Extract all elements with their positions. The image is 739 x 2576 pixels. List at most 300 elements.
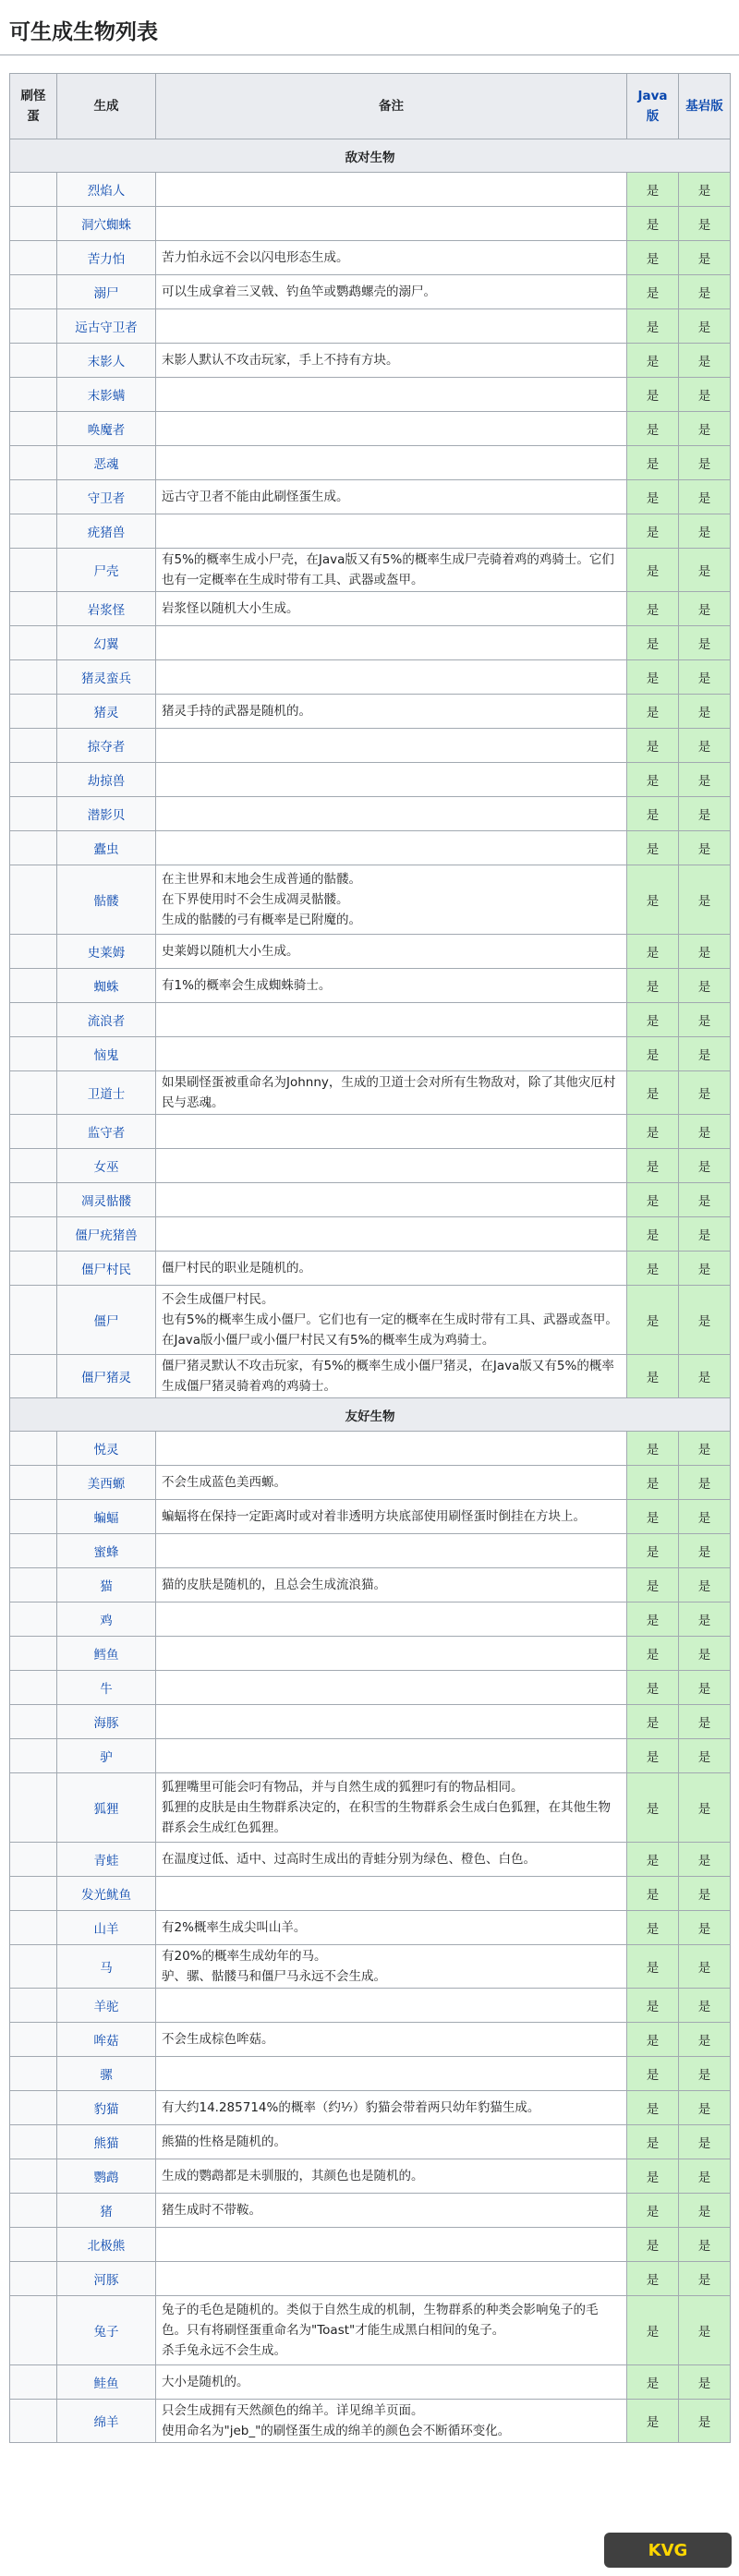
mob-name-link[interactable]: 劫掠兽 — [57, 763, 156, 797]
mob-note: 在主世界和末地会生成普通的骷髅。 在下界使用时不会生成凋灵骷髅。 生成的骷髅的弓有概率是已附魔的。 — [156, 865, 627, 935]
spawnable-mobs-table — [9, 73, 731, 2443]
mob-name-link[interactable]: 烈焰人 — [57, 173, 156, 207]
java-support: 是 — [627, 412, 679, 446]
mob-name-link[interactable]: 猫 — [57, 1568, 156, 1602]
spawn-egg-icon — [10, 378, 57, 412]
mob-note: 可以生成拿着三叉戟、钓鱼竿或鹦鹉螺壳的溺尸。 — [156, 275, 627, 309]
mob-note: 不会生成棕色哞菇。 — [156, 2023, 627, 2057]
table-row — [10, 241, 731, 275]
bedrock-support: 是 — [679, 1466, 731, 1500]
spawn-egg-icon — [10, 831, 57, 865]
bedrock-support: 是 — [679, 1286, 731, 1355]
mob-name-link[interactable]: 猪 — [57, 2194, 156, 2228]
bedrock-support: 是 — [679, 412, 731, 446]
mob-name-link[interactable]: 史莱姆 — [57, 935, 156, 969]
java-support: 是 — [627, 763, 679, 797]
mob-name-link[interactable]: 守卫者 — [57, 480, 156, 514]
bedrock-support: 是 — [679, 1568, 731, 1602]
table-row — [10, 1602, 731, 1637]
mob-note — [156, 1989, 627, 2023]
mob-name-link[interactable]: 潜影贝 — [57, 797, 156, 831]
java-support: 是 — [627, 1252, 679, 1286]
mob-name-link[interactable]: 苦力怕 — [57, 241, 156, 275]
spawn-egg-icon — [10, 2194, 57, 2228]
bedrock-support: 是 — [679, 2057, 731, 2091]
table-row — [10, 1432, 731, 1466]
spawn-egg-icon — [10, 2400, 57, 2443]
bedrock-support: 是 — [679, 2125, 731, 2159]
mob-name-link[interactable]: 狐狸 — [57, 1773, 156, 1843]
mob-name-link[interactable]: 猪灵蛮兵 — [57, 660, 156, 695]
table-row — [10, 378, 731, 412]
table-row — [10, 831, 731, 865]
spawn-egg-icon — [10, 207, 57, 241]
mob-name-link[interactable]: 恶魂 — [57, 446, 156, 480]
mob-note: 岩浆怪以随机大小生成。 — [156, 592, 627, 626]
mob-note — [156, 660, 627, 695]
spawn-egg-icon — [10, 549, 57, 592]
spawn-egg-icon — [10, 1500, 57, 1534]
table-row — [10, 1637, 731, 1671]
spawn-egg-icon — [10, 797, 57, 831]
bedrock-support: 是 — [679, 1637, 731, 1671]
bedrock-support: 是 — [679, 797, 731, 831]
bedrock-support: 是 — [679, 1003, 731, 1037]
site-watermark-logo: KVG — [604, 2533, 732, 2568]
mob-note: 在温度过低、适中、过高时生成出的青蛙分别为绿色、橙色、白色。 — [156, 1843, 627, 1877]
java-support: 是 — [627, 1602, 679, 1637]
mob-note: 狐狸嘴里可能会叼有物品，并与自然生成的狐狸叼有的物品相同。 狐狸的皮肤是由生物群系决定的，在积雪的生物群系会生成白色狐狸，在其他生物群系会生成红色狐狸。 — [156, 1773, 627, 1843]
mob-name-link[interactable]: 女巫 — [57, 1149, 156, 1183]
bedrock-support: 是 — [679, 1989, 731, 2023]
spawn-egg-icon — [10, 2125, 57, 2159]
mob-note: 僵尸村民的职业是随机的。 — [156, 1252, 627, 1286]
mob-name-link[interactable]: 僵尸 — [57, 1286, 156, 1355]
java-support: 是 — [627, 2296, 679, 2365]
mob-name-link[interactable]: 骷髅 — [57, 865, 156, 935]
java-support: 是 — [627, 1115, 679, 1149]
table-row — [10, 1355, 731, 1398]
mob-name-link[interactable]: 发光鱿鱼 — [57, 1877, 156, 1911]
bedrock-support: 是 — [679, 2262, 731, 2296]
mob-name-link[interactable]: 蜜蜂 — [57, 1534, 156, 1568]
mob-name-link[interactable]: 僵尸疣猪兽 — [57, 1217, 156, 1252]
mob-note — [156, 1183, 627, 1217]
spawn-egg-icon — [10, 2091, 57, 2125]
bedrock-support: 是 — [679, 2296, 731, 2365]
java-support: 是 — [627, 1432, 679, 1466]
header-bedrock-edition[interactable]: 基岩版 — [679, 74, 731, 139]
java-support: 是 — [627, 480, 679, 514]
bedrock-support: 是 — [679, 344, 731, 378]
table-row — [10, 1534, 731, 1568]
mob-name-link[interactable]: 洞穴蜘蛛 — [57, 207, 156, 241]
table-row — [10, 1568, 731, 1602]
java-support: 是 — [627, 1355, 679, 1398]
java-support: 是 — [627, 1466, 679, 1500]
spawn-egg-icon — [10, 626, 57, 660]
table-row — [10, 309, 731, 344]
mob-name-link[interactable]: 唤魔者 — [57, 412, 156, 446]
spawn-egg-icon — [10, 1115, 57, 1149]
mob-note — [156, 173, 627, 207]
mob-name-link[interactable]: 蜘蛛 — [57, 969, 156, 1003]
mob-name-link[interactable]: 青蛙 — [57, 1843, 156, 1877]
mob-name-link[interactable]: 悦灵 — [57, 1432, 156, 1466]
mob-note — [156, 831, 627, 865]
mob-name-link[interactable]: 鲑鱼 — [57, 2365, 156, 2400]
java-support: 是 — [627, 1500, 679, 1534]
table-row — [10, 935, 731, 969]
bedrock-support: 是 — [679, 935, 731, 969]
mob-name-link[interactable]: 绵羊 — [57, 2400, 156, 2443]
table-row — [10, 344, 731, 378]
bedrock-support: 是 — [679, 2365, 731, 2400]
java-support: 是 — [627, 378, 679, 412]
bedrock-support: 是 — [679, 480, 731, 514]
mob-name-link[interactable]: 鸡 — [57, 1602, 156, 1637]
mob-name-link[interactable]: 疣猪兽 — [57, 514, 156, 549]
bedrock-support: 是 — [679, 865, 731, 935]
spawn-egg-icon — [10, 1773, 57, 1843]
java-support: 是 — [627, 1877, 679, 1911]
mob-name-link[interactable]: 掠夺者 — [57, 729, 156, 763]
mob-name-link[interactable]: 远古守卫者 — [57, 309, 156, 344]
mob-name-link[interactable]: 羊驼 — [57, 1989, 156, 2023]
mob-name-link[interactable]: 僵尸村民 — [57, 1252, 156, 1286]
mob-note — [156, 1739, 627, 1773]
mob-note — [156, 1217, 627, 1252]
java-support: 是 — [627, 1989, 679, 2023]
java-support: 是 — [627, 1183, 679, 1217]
spawn-egg-icon — [10, 1003, 57, 1037]
java-support: 是 — [627, 1217, 679, 1252]
table-row — [10, 592, 731, 626]
mob-note: 有大约14.285714%的概率（约⅐）豹猫会带着两只幼年豹猫生成。 — [156, 2091, 627, 2125]
spawn-egg-icon — [10, 969, 57, 1003]
spawn-egg-icon — [10, 2023, 57, 2057]
mob-note: 有1%的概率会生成蜘蛛骑士。 — [156, 969, 627, 1003]
mob-name-link[interactable]: 山羊 — [57, 1911, 156, 1945]
mob-note — [156, 1003, 627, 1037]
bedrock-support: 是 — [679, 969, 731, 1003]
mob-name-link[interactable]: 岩浆怪 — [57, 592, 156, 626]
table-row — [10, 1989, 731, 2023]
mob-name-link[interactable]: 哞菇 — [57, 2023, 156, 2057]
table-row — [10, 514, 731, 549]
mob-note: 生成的鹦鹉都是未驯服的，其颜色也是随机的。 — [156, 2159, 627, 2194]
spawn-egg-icon — [10, 309, 57, 344]
mob-name-link[interactable]: 猪灵 — [57, 695, 156, 729]
mob-note: 不会生成蓝色美西螈。 — [156, 1466, 627, 1500]
java-support: 是 — [627, 2057, 679, 2091]
java-support: 是 — [627, 1843, 679, 1877]
spawn-egg-icon — [10, 275, 57, 309]
bedrock-support: 是 — [679, 1843, 731, 1877]
mob-name-link[interactable]: 末影螨 — [57, 378, 156, 412]
table-row — [10, 549, 731, 592]
mob-name-link[interactable]: 兔子 — [57, 2296, 156, 2365]
mob-name-link[interactable]: 蠹虫 — [57, 831, 156, 865]
table-row — [10, 275, 731, 309]
spawn-egg-icon — [10, 1286, 57, 1355]
mob-name-link[interactable]: 北极熊 — [57, 2228, 156, 2262]
java-support: 是 — [627, 865, 679, 935]
table-row — [10, 1773, 731, 1843]
mob-name-link[interactable]: 僵尸猪灵 — [57, 1355, 156, 1398]
bedrock-support: 是 — [679, 173, 731, 207]
mob-note — [156, 1877, 627, 1911]
table-row — [10, 865, 731, 935]
mob-note — [156, 1149, 627, 1183]
java-support: 是 — [627, 446, 679, 480]
java-support: 是 — [627, 1739, 679, 1773]
spawn-egg-icon — [10, 1252, 57, 1286]
bedrock-support: 是 — [679, 2228, 731, 2262]
mob-name-link[interactable]: 驴 — [57, 1739, 156, 1773]
table-row — [10, 1003, 731, 1037]
bedrock-support: 是 — [679, 1071, 731, 1115]
mob-name-link[interactable]: 马 — [57, 1945, 156, 1989]
java-support: 是 — [627, 1037, 679, 1071]
table-row — [10, 1705, 731, 1739]
section-header-row — [10, 1398, 731, 1432]
table-row — [10, 207, 731, 241]
mob-name-link[interactable]: 熊猫 — [57, 2125, 156, 2159]
mob-note: 猪灵手持的武器是随机的。 — [156, 695, 627, 729]
spawn-egg-icon — [10, 1071, 57, 1115]
table-row — [10, 1877, 731, 1911]
java-support: 是 — [627, 729, 679, 763]
java-support: 是 — [627, 660, 679, 695]
table-row — [10, 1843, 731, 1877]
mob-note: 大小是随机的。 — [156, 2365, 627, 2400]
table-row — [10, 1115, 731, 1149]
bedrock-support: 是 — [679, 549, 731, 592]
mob-note — [156, 1115, 627, 1149]
java-support: 是 — [627, 2091, 679, 2125]
java-support: 是 — [627, 2125, 679, 2159]
mob-note — [156, 1637, 627, 1671]
section-title: 友好生物 — [10, 1398, 731, 1432]
mob-name-link[interactable]: 溺尸 — [57, 275, 156, 309]
mob-name-link[interactable]: 流浪者 — [57, 1003, 156, 1037]
bedrock-support: 是 — [679, 1500, 731, 1534]
header-notes: 备注 — [156, 74, 627, 139]
mob-name-link[interactable]: 鳕鱼 — [57, 1637, 156, 1671]
mob-note — [156, 1432, 627, 1466]
mob-note — [156, 514, 627, 549]
mob-name-link[interactable]: 美西螈 — [57, 1466, 156, 1500]
table-row — [10, 2400, 731, 2443]
mob-note: 不会生成僵尸村民。 也有5%的概率生成小僵尸。它们也有一定的概率在生成时带有工具、武器或盔甲。在Java版小僵尸或小僵尸村民又有5%的概率生成为鸡骑士。 — [156, 1286, 627, 1355]
bedrock-support: 是 — [679, 1115, 731, 1149]
mob-name-link[interactable]: 骡 — [57, 2057, 156, 2091]
spawn-egg-icon — [10, 865, 57, 935]
java-support: 是 — [627, 1534, 679, 1568]
java-support: 是 — [627, 2023, 679, 2057]
spawn-egg-icon — [10, 592, 57, 626]
mob-note — [156, 1037, 627, 1071]
mob-note: 兔子的毛色是随机的。类似于自然生成的机制，生物群系的种类会影响兔子的毛色。只有将刷怪蛋重命名为"Toast"才能生成黑白相间的兔子。 杀手兔永远不会生成。 — [156, 2296, 627, 2365]
mob-note: 史莱姆以随机大小生成。 — [156, 935, 627, 969]
java-support: 是 — [627, 2365, 679, 2400]
java-support: 是 — [627, 1003, 679, 1037]
mob-name-link[interactable]: 鹦鹉 — [57, 2159, 156, 2194]
page-title: 可生成生物列表 — [0, 0, 739, 55]
java-support: 是 — [627, 2262, 679, 2296]
mob-note: 远古守卫者不能由此刷怪蛋生成。 — [156, 480, 627, 514]
mob-note: 蝙蝠将在保持一定距离时或对着非透明方块底部使用刷怪蛋时倒挂在方块上。 — [156, 1500, 627, 1534]
java-support: 是 — [627, 1911, 679, 1945]
mob-note: 有2%概率生成尖叫山羊。 — [156, 1911, 627, 1945]
spawn-egg-icon — [10, 1877, 57, 1911]
table-row — [10, 626, 731, 660]
table-row — [10, 1149, 731, 1183]
spawn-egg-icon — [10, 2262, 57, 2296]
java-support: 是 — [627, 2228, 679, 2262]
table-row — [10, 2159, 731, 2194]
mob-note — [156, 378, 627, 412]
mob-name-link[interactable]: 恼鬼 — [57, 1037, 156, 1071]
bedrock-support: 是 — [679, 729, 731, 763]
java-support: 是 — [627, 2159, 679, 2194]
bedrock-support: 是 — [679, 626, 731, 660]
mob-note: 猪生成时不带鞍。 — [156, 2194, 627, 2228]
mob-note: 末影人默认不攻击玩家，手上不持有方块。 — [156, 344, 627, 378]
mob-note: 如果刷怪蛋被重命名为Johnny，生成的卫道士会对所有生物敌对，除了其他灾厄村民与恶魂。 — [156, 1071, 627, 1115]
bedrock-support: 是 — [679, 1911, 731, 1945]
java-support: 是 — [627, 514, 679, 549]
table-row — [10, 2125, 731, 2159]
java-support: 是 — [627, 549, 679, 592]
table-row — [10, 660, 731, 695]
table-row — [10, 797, 731, 831]
table-row — [10, 1217, 731, 1252]
spawn-egg-icon — [10, 1945, 57, 1989]
mob-note: 只会生成拥有天然颜色的绵羊。详见绵羊页面。 使用命名为"jeb_"的刷怪蛋生成的绵羊的颜色会不断循环变化。 — [156, 2400, 627, 2443]
table-row — [10, 2296, 731, 2365]
spawn-egg-icon — [10, 1637, 57, 1671]
mob-note — [156, 207, 627, 241]
mob-name-link[interactable]: 海豚 — [57, 1705, 156, 1739]
spawn-egg-icon — [10, 1568, 57, 1602]
bedrock-support: 是 — [679, 1945, 731, 1989]
mob-name-link[interactable]: 凋灵骷髅 — [57, 1183, 156, 1217]
spawn-egg-icon — [10, 2159, 57, 2194]
mob-note — [156, 1671, 627, 1705]
spawn-egg-icon — [10, 1705, 57, 1739]
table-row — [10, 763, 731, 797]
bedrock-support: 是 — [679, 1252, 731, 1286]
bedrock-support: 是 — [679, 309, 731, 344]
spawn-egg-icon — [10, 344, 57, 378]
java-support: 是 — [627, 2400, 679, 2443]
mob-name-link[interactable]: 豹猫 — [57, 2091, 156, 2125]
spawn-egg-icon — [10, 2057, 57, 2091]
bedrock-support: 是 — [679, 514, 731, 549]
mob-name-link[interactable]: 河豚 — [57, 2262, 156, 2296]
java-support: 是 — [627, 969, 679, 1003]
mob-name-link[interactable]: 卫道士 — [57, 1071, 156, 1115]
java-support: 是 — [627, 626, 679, 660]
mob-note: 苦力怕永远不会以闪电形态生成。 — [156, 241, 627, 275]
table-row — [10, 1500, 731, 1534]
table-row — [10, 729, 731, 763]
bedrock-support: 是 — [679, 1671, 731, 1705]
mob-name-link[interactable]: 牛 — [57, 1671, 156, 1705]
table-row — [10, 2091, 731, 2125]
table-row — [10, 1286, 731, 1355]
mob-name-link[interactable]: 幻翼 — [57, 626, 156, 660]
bedrock-support: 是 — [679, 1705, 731, 1739]
bedrock-support: 是 — [679, 1877, 731, 1911]
mob-note: 有5%的概率生成小尸壳，在Java版又有5%的概率生成尸壳骑着鸡的鸡骑士。它们也有一定概率在生成时带有工具、武器或盔甲。 — [156, 549, 627, 592]
spawn-egg-icon — [10, 480, 57, 514]
bedrock-support: 是 — [679, 831, 731, 865]
java-support: 是 — [627, 1671, 679, 1705]
table-row — [10, 446, 731, 480]
java-support: 是 — [627, 207, 679, 241]
java-support: 是 — [627, 592, 679, 626]
spawn-egg-icon — [10, 1911, 57, 1945]
mob-note — [156, 309, 627, 344]
java-support: 是 — [627, 2194, 679, 2228]
table-row — [10, 1071, 731, 1115]
mob-note — [156, 2262, 627, 2296]
bedrock-support: 是 — [679, 446, 731, 480]
mob-name-link[interactable]: 蝙蝠 — [57, 1500, 156, 1534]
java-support: 是 — [627, 797, 679, 831]
spawn-egg-icon — [10, 2365, 57, 2400]
spawn-egg-icon — [10, 729, 57, 763]
bedrock-support: 是 — [679, 378, 731, 412]
spawn-egg-icon — [10, 2296, 57, 2365]
java-support: 是 — [627, 1568, 679, 1602]
table-row — [10, 2262, 731, 2296]
bedrock-support: 是 — [679, 2091, 731, 2125]
bedrock-support: 是 — [679, 275, 731, 309]
mob-note — [156, 1602, 627, 1637]
table-row — [10, 969, 731, 1003]
table-row — [10, 2194, 731, 2228]
spawn-egg-icon — [10, 1602, 57, 1637]
mob-name-link[interactable]: 尸壳 — [57, 549, 156, 592]
java-support: 是 — [627, 1705, 679, 1739]
java-support: 是 — [627, 1637, 679, 1671]
spawn-egg-icon — [10, 935, 57, 969]
mob-note: 有20%的概率生成幼年的马。 驴、骡、骷髅马和僵尸马永远不会生成。 — [156, 1945, 627, 1989]
java-support: 是 — [627, 1071, 679, 1115]
java-support: 是 — [627, 1945, 679, 1989]
mob-note — [156, 626, 627, 660]
java-support: 是 — [627, 831, 679, 865]
mob-name-link[interactable]: 监守者 — [57, 1115, 156, 1149]
table-row — [10, 1037, 731, 1071]
mob-note: 熊猫的性格是随机的。 — [156, 2125, 627, 2159]
bedrock-support: 是 — [679, 1773, 731, 1843]
mob-name-link[interactable]: 末影人 — [57, 344, 156, 378]
mob-note — [156, 412, 627, 446]
bedrock-support: 是 — [679, 241, 731, 275]
header-java-edition[interactable]: Java版 — [627, 74, 679, 139]
table-row — [10, 173, 731, 207]
spawn-egg-icon — [10, 1843, 57, 1877]
table-row — [10, 1252, 731, 1286]
mob-note: 僵尸猪灵默认不攻击玩家，有5%的概率生成小僵尸猪灵，在Java版又有5%的概率生成僵尸猪灵骑着鸡的鸡骑士。 — [156, 1355, 627, 1398]
table-header-row — [10, 74, 731, 139]
bedrock-support: 是 — [679, 1149, 731, 1183]
